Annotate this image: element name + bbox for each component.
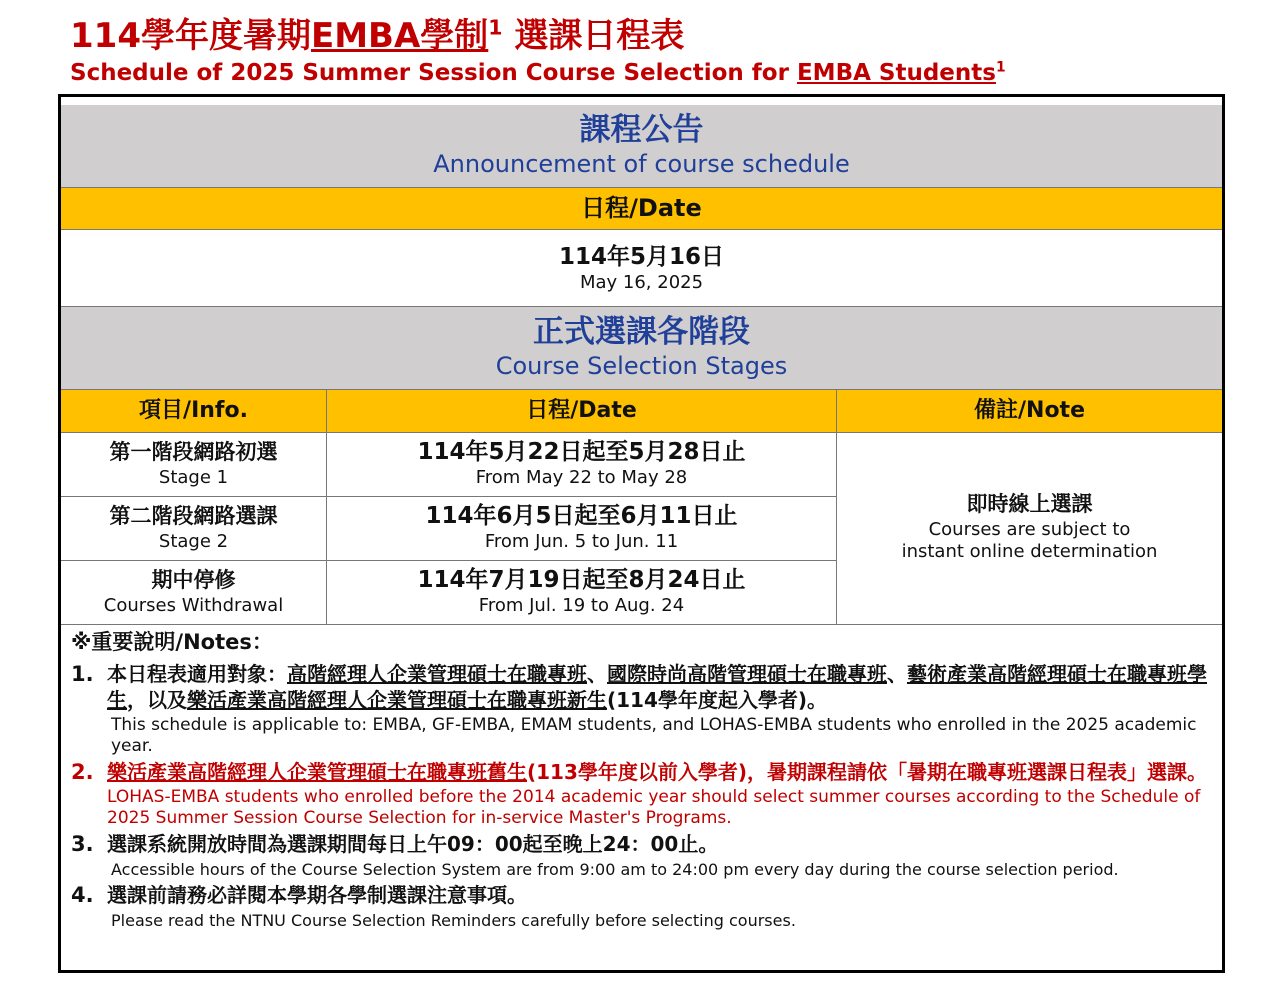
announcement-header xyxy=(61,105,1222,188)
stage-date-zh: 114年5月22日起至5月28日止 xyxy=(417,439,746,465)
note-1-part: ，以及 xyxy=(127,688,187,712)
stage-date-zh: 114年7月19日起至8月24日止 xyxy=(417,567,746,593)
stages-note-cell xyxy=(837,433,1222,625)
note-1-part: (114學年度起入學者)。 xyxy=(607,688,828,712)
page-title-zh xyxy=(70,14,684,58)
title-zh-suffix: 選課日程表 xyxy=(502,16,685,56)
note-2-part: 舊生 xyxy=(487,760,527,784)
stage-date-en: From Jun. 5 to Jun. 11 xyxy=(484,531,679,552)
note-1-part: 藝術產業高階經理碩士在職專班學生 xyxy=(107,662,1207,712)
title-en-prefix: Schedule of 2025 Summer Session Course Selection for xyxy=(70,60,797,86)
note-4-en: Please read the NTNU Course Selection Reminders carefully before selecting courses. xyxy=(111,911,796,930)
note-1-part: 國際時尚高階管理碩士在職專班 xyxy=(607,662,887,686)
note-number: 4. xyxy=(71,883,94,907)
column-header-date: 日程/Date xyxy=(327,390,837,433)
note-2-zh xyxy=(107,759,1222,785)
title-zh-prefix: 114學年度暑期 xyxy=(70,16,311,56)
announcement-title-zh: 課程公告 xyxy=(579,112,704,148)
note-1-part: 樂活產業高階經理人企業管理碩士在職專班新生 xyxy=(187,688,607,712)
note-1-part: 本日程表適用對象： xyxy=(107,662,287,686)
note-1 xyxy=(71,661,1222,757)
note-3-zh: 選課系統開放時間為選課期間每日上午09：00起至晚上24：00止。 xyxy=(107,832,719,856)
note-4-zh: 選課前請務必詳閱本學期各學制選課注意事項。 xyxy=(107,883,527,907)
stage-date-en: From Jul. 19 to Aug. 24 xyxy=(478,595,685,616)
stages-header xyxy=(61,307,1222,390)
note-zh: 即時線上選課 xyxy=(966,492,1093,516)
note-2 xyxy=(71,759,1222,829)
title-zh-footnote-mark: 1 xyxy=(488,15,503,40)
column-header-info: 項目/Info. xyxy=(61,390,327,433)
note-2-en: LOHAS-EMBA students who enrolled before the 2014 academic year should select summer courses according to the Schedule of 2025 Summer Session Course Selection for in-service Master's Programs. xyxy=(107,787,1201,828)
note-number: 1. xyxy=(71,662,94,686)
note-4 xyxy=(71,882,1222,931)
stages-title-zh: 正式選課各階段 xyxy=(533,314,750,350)
stages-title-en: Course Selection Stages xyxy=(495,352,788,380)
note-1-part: 、 xyxy=(887,662,907,686)
note-3-en: Accessible hours of the Course Selection System are from 9:00 am to 24:00 pm every day during the course selection period. xyxy=(111,860,1119,879)
note-en-line-2: instant online determination xyxy=(901,541,1158,562)
note-2-part: 樂活產業高階經理人企業管理碩士在職專班 xyxy=(107,760,487,784)
note-number: 3. xyxy=(71,832,94,856)
note-3 xyxy=(71,831,1222,880)
title-en-footnote-mark: 1 xyxy=(995,59,1006,76)
announcement-date-zh: 114年5月16日 xyxy=(558,244,725,270)
stage-date-cell xyxy=(327,433,837,497)
stage-info-zh: 第一階段網路初選 xyxy=(109,440,278,464)
announcement-date-en: May 16, 2025 xyxy=(579,272,704,293)
note-en-line-1: Courses are subject to xyxy=(928,519,1131,540)
announcement-date-cell xyxy=(61,230,1222,307)
stage-info-en: Stage 2 xyxy=(158,531,229,552)
title-en-emba: EMBA Students xyxy=(796,60,996,86)
stage-info-en: Courses Withdrawal xyxy=(103,595,284,616)
table-row xyxy=(61,497,327,561)
stage-info-zh: 期中停修 xyxy=(151,568,236,592)
note-number: 2. xyxy=(71,760,94,784)
schedule-table xyxy=(58,94,1225,973)
stage-info-en: Stage 1 xyxy=(158,467,229,488)
stage-date-cell xyxy=(327,497,837,561)
note-1-part: 、 xyxy=(587,662,607,686)
page-title-en xyxy=(70,58,1006,88)
note-1-part: 高階經理人企業管理碩士在職專班 xyxy=(287,662,587,686)
stage-date-en: From May 22 to May 28 xyxy=(475,467,688,488)
notes-section xyxy=(61,625,1222,970)
notes-heading: ※重要說明/Notes： xyxy=(71,630,273,654)
note-1-en: This schedule is applicable to: EMBA, GF-EMBA, EMAM students, and LOHAS-EMBA students who enrolled in the 2025 academic year. xyxy=(111,715,1197,756)
title-zh-emba: EMBA學制 xyxy=(310,16,489,56)
stage-date-cell xyxy=(327,561,837,625)
table-row xyxy=(61,433,327,497)
stage-info-zh: 第二階段網路選課 xyxy=(109,504,278,528)
stage-date-zh: 114年6月5日起至6月11日止 xyxy=(425,503,738,529)
column-header-note: 備註/Note xyxy=(837,390,1222,433)
announcement-date-header: 日程/Date xyxy=(61,188,1222,230)
table-row xyxy=(61,561,327,625)
announcement-title-en: Announcement of course schedule xyxy=(433,150,850,178)
note-2-part: (113學年度以前入學者)，暑期課程請依「暑期在職專班選課日程表」選課。 xyxy=(527,760,1208,784)
note-1-zh xyxy=(107,661,1222,713)
